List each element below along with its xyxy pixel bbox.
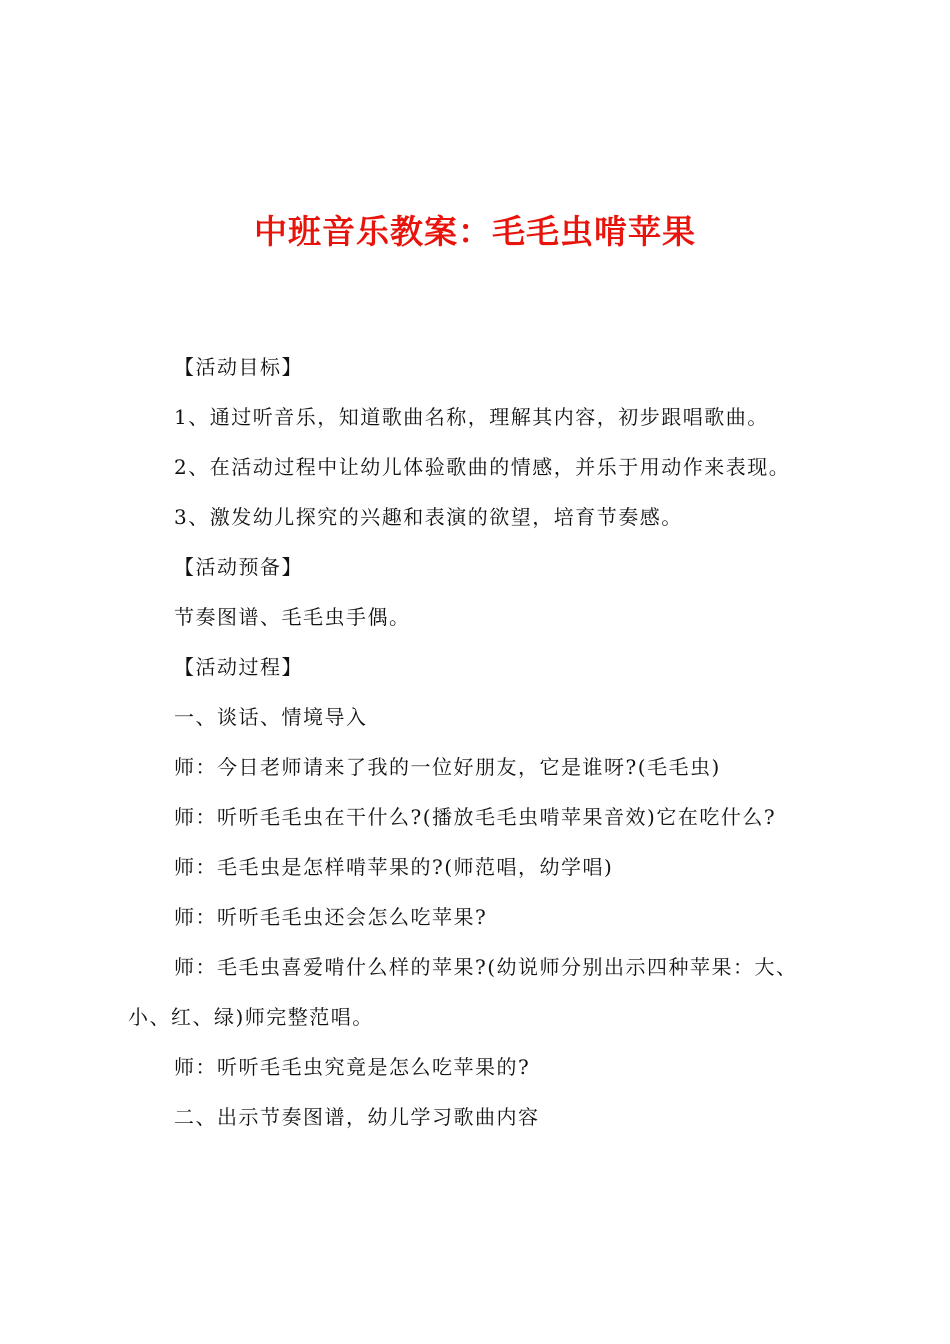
paragraph: 3、激发幼儿探究的兴趣和表演的欲望，培育节奏感。: [174, 505, 683, 529]
paragraph: 一、谈话、情境导入: [174, 705, 368, 729]
section-heading-preparation: 【活动预备】: [174, 555, 303, 579]
paragraph: 2、在活动过程中让幼儿体验歌曲的情感，并乐于用动作来表现。: [174, 455, 791, 479]
section-heading-process: 【活动过程】: [174, 655, 303, 679]
paragraph: 师：毛毛虫喜爱啃什么样的苹果?(幼说师分别出示四种苹果：大、小、红、绿)师完整范唱。: [128, 955, 798, 1029]
document-title: 中班音乐教案：毛毛虫啃苹果: [254, 212, 696, 251]
document-body: [128, 342, 828, 1142]
paragraph: 节奏图谱、毛毛虫手偶。: [174, 605, 411, 629]
section-heading-goals: 【活动目标】: [174, 355, 303, 379]
paragraph: 师：听听毛毛虫还会怎么吃苹果?: [174, 905, 488, 929]
paragraph: 1、通过听音乐，知道歌曲名称，理解其内容，初步跟唱歌曲。: [174, 405, 769, 429]
paragraph: 师：今日老师请来了我的一位好朋友，它是谁呀?(毛毛虫): [174, 755, 721, 779]
paragraph: 师：听听毛毛虫究竟是怎么吃苹果的?: [174, 1055, 531, 1079]
paragraph: 师：毛毛虫是怎样啃苹果的?(师范唱，幼学唱): [174, 855, 614, 879]
paragraph: 二、出示节奏图谱，幼儿学习歌曲内容: [174, 1105, 540, 1129]
paragraph: 师：听听毛毛虫在干什么?(播放毛毛虫啃苹果音效)它在吃什么?: [174, 805, 777, 829]
